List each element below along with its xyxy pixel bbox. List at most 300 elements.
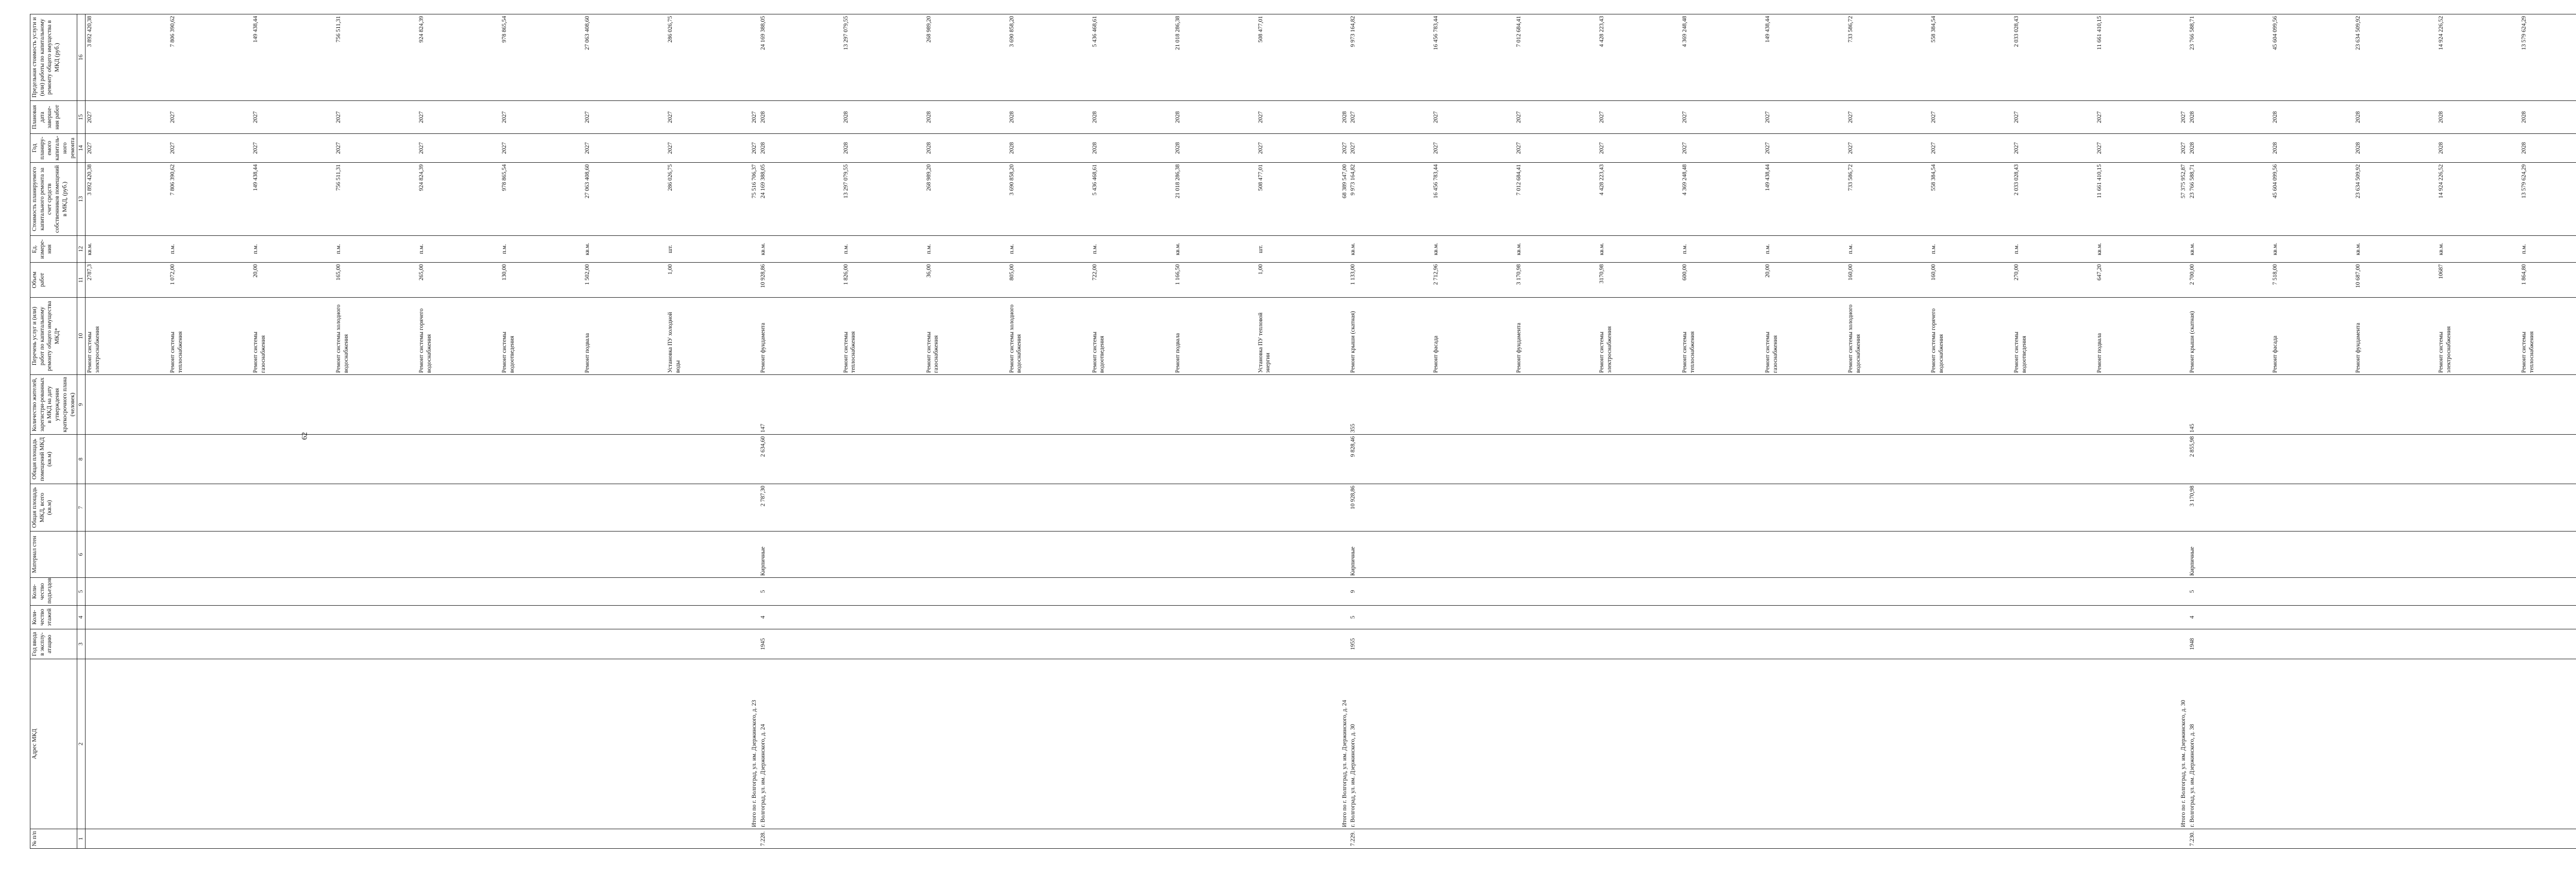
work-limit-cost: 13 579 624,29 (2521, 16, 2528, 50)
work-cost: 268 989,20 (925, 164, 932, 191)
work-cost-column (1349, 163, 2179, 236)
total-empty-cell (2179, 484, 2188, 532)
work-volume: 1 133,00 (1350, 264, 1357, 285)
wall-material-value: Кирпичные (759, 546, 766, 576)
column-number-3: 3 (77, 629, 86, 659)
total-empty-cell (1341, 606, 1349, 629)
work-unit: кв.м. (2272, 243, 2279, 255)
work-end-date: 2027 (501, 111, 508, 123)
work-unit-column (86, 236, 751, 263)
work-name: Ремонт крыши (скатная) (1350, 311, 1357, 373)
work-year: 2028 (1174, 142, 1181, 154)
row-number-value: 7.228. (759, 831, 766, 846)
work-limit-cost-column (759, 14, 1341, 101)
work-cost: 978 865,54 (501, 164, 508, 191)
row-number (759, 829, 1341, 849)
work-limit-cost-column (2188, 14, 2576, 101)
residents-count (1349, 375, 2179, 435)
work-year: 2027 (1765, 142, 1771, 154)
total-empty-cell (1341, 435, 1349, 484)
total-empty-cell (2179, 629, 2188, 659)
column-number-7: 7 (77, 484, 86, 532)
total-area-value: 2 787,30 (759, 486, 766, 507)
entrances-count-value: 5 (2189, 590, 2196, 593)
building-address (2188, 659, 2576, 829)
work-name: Ремонт системы водоотведения (1091, 332, 1106, 373)
work-cost: 558 384,54 (1930, 164, 1937, 191)
wall-material (1349, 532, 2179, 578)
total-empty-cell (2179, 606, 2188, 629)
row-number (1349, 829, 2179, 849)
work-limit-cost: 21 018 286,38 (1174, 16, 1181, 50)
work-end-date: 2027 (87, 111, 93, 123)
work-unit: п.м. (1008, 244, 1015, 254)
building-address-value: г. Волгоград, ул. им. Дзержинского, д. 38 (2189, 724, 2196, 827)
work-year: 2028 (2272, 142, 2279, 154)
total-empty-cell (1341, 375, 1349, 435)
total-year: 2027 (2179, 134, 2188, 163)
work-year: 2027 (252, 142, 259, 154)
work-limit-cost: 27 063 408,60 (584, 16, 591, 50)
total-empty-cell (750, 484, 759, 532)
work-year-column (759, 134, 1341, 163)
column-number-12: 12 (77, 236, 86, 263)
work-volume: 10 928,86 (759, 264, 766, 288)
total-empty-cell (750, 578, 759, 606)
total-empty-cell (2179, 298, 2188, 375)
column-header-9: Количество жителей, зарегистри-рованных в МКД на дату утверждения краткосрочного плана (человек) (30, 375, 77, 435)
building-row (759, 14, 1341, 849)
wall-material (86, 532, 751, 578)
work-name: Ремонт системы водоотведения (2013, 332, 2028, 373)
total-area (86, 484, 751, 532)
work-limit-cost: 733 586,72 (1848, 16, 1854, 43)
total-empty-cell (750, 236, 759, 263)
column-header-8: Общая площадь помещений МКД (кв.м) (30, 435, 77, 484)
total-end: 2027 (2179, 101, 2188, 134)
work-unit: кв.м. (1516, 243, 1522, 255)
total-empty-cell (1341, 298, 1349, 375)
column-number-16: 16 (77, 14, 86, 101)
work-name: Ремонт системы электроснабжения (1599, 326, 1613, 373)
residents-count-value: 145 (2189, 423, 2196, 433)
work-volume: 10687 (2438, 264, 2445, 279)
total-empty-cell (2179, 829, 2188, 849)
work-name: Ремонт фундамента (1516, 322, 1522, 373)
work-unit: кв.м. (2189, 243, 2196, 255)
work-year: 2027 (2096, 142, 2103, 154)
work-cost: 3 892 420,38 (87, 164, 93, 196)
total-area (759, 484, 1341, 532)
row-number (2188, 829, 2576, 849)
work-year: 2027 (1433, 142, 1439, 154)
work-end-date: 2027 (252, 111, 259, 123)
floors-count-value: 4 (2189, 615, 2196, 619)
total-empty-cell (1341, 14, 1349, 101)
work-volume-column (2188, 263, 2576, 298)
work-name: Ремонт системы газоснабжения (925, 332, 940, 373)
work-limit-cost-column (86, 14, 751, 101)
work-volume: 600,00 (1682, 264, 1688, 281)
work-limit-cost: 924 824,39 (418, 16, 425, 43)
work-cost: 16 456 783,44 (1433, 164, 1439, 199)
total-end: 2027 (750, 101, 759, 134)
total-year: 2027 (1341, 134, 1349, 163)
work-volume: 1,00 (667, 264, 674, 275)
work-name: Ремонт фундамента (759, 322, 766, 373)
column-header-3: Год ввода в эксплу-атацию (30, 629, 77, 659)
total-row (1341, 14, 1349, 849)
work-volume: 10 687,00 (2355, 264, 2362, 288)
work-unit: п.м. (842, 244, 849, 254)
work-unit: п.м. (1848, 244, 1854, 254)
work-year: 2027 (1599, 142, 1605, 154)
work-name: Ремонт системы горячего водоснабжения (418, 308, 432, 373)
work-year: 2028 (2438, 142, 2445, 154)
work-volume: 1,00 (1257, 264, 1264, 275)
work-year: 2027 (501, 142, 508, 154)
column-header-15: Плановая дата заверше-ния работ (30, 101, 77, 134)
work-end-date-column (2188, 101, 2576, 134)
work-limit-cost: 13 297 079,55 (842, 16, 849, 50)
total-empty-cell (750, 298, 759, 375)
work-cost-column (759, 163, 1341, 236)
total-label: Итого по г. Волгоград, ул. им. Дзержинского, д. 30 (2179, 659, 2188, 829)
work-unit: п.м. (925, 244, 932, 254)
entrances-count (759, 578, 1341, 606)
work-cost: 924 824,39 (418, 164, 425, 191)
total-empty-cell (750, 606, 759, 629)
total-empty-cell (1341, 578, 1349, 606)
work-year: 2028 (1091, 142, 1098, 154)
column-number-13: 13 (77, 163, 86, 236)
work-unit: кв.м. (1433, 243, 1439, 255)
work-unit: шт. (1257, 245, 1264, 253)
work-unit-column (1349, 236, 2179, 263)
work-unit: п.м. (418, 244, 425, 254)
work-year-column (1349, 134, 2179, 163)
work-cost: 7 012 684,41 (1516, 164, 1522, 196)
work-limit-cost: 2 033 028,43 (2013, 16, 2020, 47)
residents-count (759, 375, 1341, 435)
building-row (86, 14, 751, 849)
total-empty-cell (2179, 375, 2188, 435)
commission-year (86, 629, 751, 659)
work-cost-column (2188, 163, 2576, 236)
work-name: Ремонт системы газоснабжения (252, 332, 266, 373)
total-row (750, 14, 759, 849)
work-end-date: 2027 (1516, 111, 1522, 123)
works-list (759, 298, 1341, 375)
wall-material (759, 532, 1341, 578)
work-cost: 149 438,44 (1765, 164, 1771, 191)
work-name: Установка ПУ тепловой энергии (1257, 312, 1272, 373)
work-volume: 3170,98 (1599, 264, 1605, 284)
work-end-date: 2027 (1682, 111, 1688, 123)
work-limit-cost: 3 892 420,38 (87, 16, 93, 47)
premises-area-value: 9 828,46 (1350, 436, 1357, 457)
premises-area-value: 2 634,60 (759, 436, 766, 457)
floors-count (86, 606, 751, 629)
total-empty-cell (750, 829, 759, 849)
work-name: Ремонт системы холодного водоснабжения (335, 304, 349, 373)
total-area (2188, 484, 2576, 532)
work-name: Ремонт системы теплоснабжения (170, 331, 183, 373)
row-number-value: 7.230. (2189, 831, 2196, 846)
total-empty-cell (2179, 263, 2188, 298)
work-volume: 165,00 (335, 264, 342, 281)
column-number-9: 9 (77, 375, 86, 435)
work-cost: 23 766 588,71 (2189, 164, 2196, 199)
work-name: Установка ПУ холодной воды (667, 312, 681, 373)
floors-count-value: 4 (759, 615, 766, 619)
building-row (1349, 14, 2179, 849)
work-limit-cost: 11 661 410,15 (2096, 16, 2103, 50)
work-year: 2028 (2189, 142, 2196, 154)
work-cost: 45 604 099,56 (2272, 164, 2279, 199)
total-empty-cell (1341, 236, 1349, 263)
work-end-date: 2027 (1350, 111, 1357, 123)
total-empty-cell (750, 375, 759, 435)
work-cost: 7 806 390,62 (170, 164, 176, 196)
work-name: Ремонт системы электроснабжения (87, 326, 100, 373)
column-number-11: 11 (77, 263, 86, 298)
work-cost: 9 973 164,82 (1350, 164, 1357, 196)
work-limit-cost: 7 806 390,62 (170, 16, 176, 47)
entrances-count (86, 578, 751, 606)
work-unit: п.м. (1765, 244, 1771, 254)
work-name: Ремонт фундамента (2355, 322, 2362, 373)
work-unit: кв.м. (2096, 243, 2103, 255)
work-name: Ремонт системы водоотведения (501, 332, 515, 373)
work-name: Ремонт системы теплоснабжения (1682, 331, 1696, 373)
floors-count (2188, 606, 2576, 629)
work-volume: 2 712,96 (1433, 264, 1439, 285)
work-year: 2028 (759, 142, 766, 154)
work-cost: 149 438,44 (252, 164, 259, 191)
column-header-1: № п/п (30, 829, 77, 849)
work-limit-cost: 149 438,44 (1765, 16, 1771, 43)
work-year: 2027 (1350, 142, 1357, 154)
work-cost: 286 026,75 (667, 164, 674, 191)
total-empty-cell (2179, 236, 2188, 263)
repair-plan-sheet (30, 14, 2535, 849)
work-unit: кв.м. (1350, 243, 1357, 255)
work-volume-column (759, 263, 1341, 298)
work-end-date-column (1349, 101, 2179, 134)
premises-area (2188, 435, 2576, 484)
residents-count (86, 375, 751, 435)
work-volume: 7 518,00 (2272, 264, 2279, 285)
work-cost: 11 661 410,15 (2096, 164, 2103, 198)
total-area-value: 10 928,86 (1350, 486, 1357, 509)
premises-area-value: 2 855,98 (2189, 436, 2196, 457)
total-cost: 68 389 547,00 (1341, 163, 1349, 236)
work-year: 2027 (1257, 142, 1264, 154)
floors-count (759, 606, 1341, 629)
column-number-14: 14 (77, 134, 86, 163)
column-number-10: 10 (77, 298, 86, 375)
work-volume: 1 072,00 (170, 264, 176, 285)
building-row (2188, 14, 2576, 849)
total-empty-cell (750, 263, 759, 298)
total-empty-cell (1341, 263, 1349, 298)
total-empty-cell (2179, 578, 2188, 606)
entrances-count-value: 9 (1350, 590, 1357, 593)
work-year: 2027 (1516, 142, 1522, 154)
column-number-4: 4 (77, 606, 86, 629)
work-year-column (2188, 134, 2576, 163)
column-header-13: Стоимость планируемого капитального ремонта за счет средств собственников помещений в МКД, (руб.) (30, 163, 77, 236)
total-empty-cell (750, 435, 759, 484)
work-limit-cost: 24 169 388,05 (759, 16, 766, 50)
work-cost: 4 369 248,48 (1682, 164, 1688, 196)
work-end-date: 2027 (2013, 111, 2020, 123)
works-list (2188, 298, 2576, 375)
work-name: Ремонт фасада (2272, 335, 2279, 373)
work-volume: 130,00 (501, 264, 508, 281)
total-row (2179, 14, 2188, 849)
total-empty-cell (2179, 532, 2188, 578)
wall-material-value: Кирпичные (2189, 546, 2196, 576)
work-unit-column (2188, 236, 2576, 263)
work-end-date: 2027 (335, 111, 342, 123)
floors-count (1349, 606, 2179, 629)
work-volume: 2 700,00 (2189, 264, 2196, 285)
work-volume: 265,00 (418, 264, 425, 281)
premises-area (1349, 435, 2179, 484)
work-unit: п.м. (252, 244, 259, 254)
work-volume: 647,20 (2096, 264, 2103, 281)
entrances-count (2188, 578, 2576, 606)
total-empty-cell (750, 629, 759, 659)
commission-year-value: 1955 (1350, 638, 1357, 650)
work-unit: п.м. (1091, 244, 1098, 254)
total-year: 2027 (750, 134, 759, 163)
work-end-date-column (759, 101, 1341, 134)
work-end-date: 2027 (418, 111, 425, 123)
work-end-date: 2028 (2272, 111, 2279, 123)
column-header-12: Ед. измере-ния (30, 236, 77, 263)
column-number-8: 8 (77, 435, 86, 484)
column-header-5: Коли-чество подъездов (30, 578, 77, 606)
work-volume: 1 826,00 (842, 264, 849, 285)
total-label: Итого по г. Волгоград, ул. им. Дзержинского, д. 23 (750, 659, 759, 829)
work-name: Ремонт системы газоснабжения (1765, 332, 1779, 373)
header-row (30, 14, 77, 849)
total-area-value: 3 170,98 (2189, 486, 2196, 507)
work-end-date: 2027 (170, 111, 176, 123)
work-end-date: 2028 (1008, 111, 1015, 123)
column-header-10: Перечень услуг и (или) работ по капитальному ремонту общего имущества МКД* (30, 298, 77, 375)
total-empty-cell (2179, 435, 2188, 484)
column-header-2: Адрес МКД (30, 659, 77, 829)
work-end-date: 2027 (584, 111, 591, 123)
work-unit: кв.м. (1599, 243, 1605, 255)
work-end-date: 2027 (1433, 111, 1439, 123)
work-year: 2027 (1848, 142, 1854, 154)
work-end-date: 2028 (842, 111, 849, 123)
total-empty-cell (750, 532, 759, 578)
work-unit: п.м. (501, 244, 508, 254)
work-unit: кв.м. (87, 243, 93, 255)
work-unit: кв.м. (759, 243, 766, 255)
work-year-column (86, 134, 751, 163)
work-limit-cost: 14 924 226,52 (2438, 16, 2445, 50)
commission-year-value: 1948 (2189, 638, 2196, 650)
work-year: 2027 (2013, 142, 2020, 154)
work-limit-cost: 23 634 509,92 (2355, 16, 2362, 50)
work-limit-cost: 3 690 858,20 (1008, 16, 1015, 47)
work-end-date: 2028 (759, 111, 766, 123)
building-address-value: г. Волгоград, ул. им. Дзержинского, д. 24 (759, 724, 766, 827)
work-year: 2027 (170, 142, 176, 154)
work-end-date: 2028 (2521, 111, 2528, 123)
work-limit-cost: 5 436 468,61 (1091, 16, 1098, 47)
work-year: 2027 (584, 142, 591, 154)
column-number-5: 5 (77, 578, 86, 606)
work-limit-cost: 45 604 099,56 (2272, 16, 2279, 50)
column-number-15: 15 (77, 101, 86, 134)
column-number-6: 6 (77, 532, 86, 578)
work-name: Ремонт системы холодного водоснабжения (1008, 304, 1023, 373)
work-end-date: 2027 (1599, 111, 1605, 123)
work-volume: 20,00 (252, 264, 259, 278)
entrances-count (1349, 578, 2179, 606)
work-volume: 2787,3 (87, 264, 93, 281)
work-name: Ремонт системы горячего водоснабжения (1930, 308, 1945, 373)
work-volume: 1 864,80 (2521, 264, 2528, 285)
work-unit: кв.м. (2438, 243, 2445, 255)
work-unit: п.м. (2013, 244, 2020, 254)
work-unit: п.м. (335, 244, 342, 254)
column-header-14: Год планиру-емого капиталь-ного ремонта (30, 134, 77, 163)
column-number-row (77, 14, 86, 849)
work-limit-cost: 286 026,75 (667, 16, 674, 43)
work-unit: п.м. (170, 244, 176, 254)
work-end-date: 2027 (1765, 111, 1771, 123)
total-area (1349, 484, 2179, 532)
work-limit-cost: 756 511,31 (335, 16, 342, 43)
wall-material-value: Кирпичные (1350, 546, 1357, 576)
work-end-date: 2028 (2438, 111, 2445, 123)
work-name: Ремонт системы теплоснабжения (2521, 331, 2535, 373)
work-volume: 722,00 (1091, 264, 1098, 281)
work-volume: 270,00 (2013, 264, 2020, 281)
work-year: 2027 (667, 142, 674, 154)
work-unit: кв.м. (2355, 243, 2362, 255)
floors-count-value: 5 (1350, 615, 1357, 619)
work-end-date: 2027 (1257, 111, 1264, 123)
total-empty-cell (1341, 484, 1349, 532)
work-volume: 160,00 (1848, 264, 1854, 281)
building-address (1349, 659, 2179, 829)
work-name: Ремонт подвала (584, 333, 591, 373)
work-limit-cost: 508 477,01 (1257, 16, 1264, 43)
work-unit: кв.м. (1174, 243, 1181, 255)
page-number: 62 (300, 432, 309, 440)
work-name: Ремонт подвала (2096, 333, 2103, 373)
work-limit-cost: 268 989,20 (925, 16, 932, 43)
work-year: 2027 (87, 142, 93, 154)
work-year: 2028 (2521, 142, 2528, 154)
work-volume-column (86, 263, 751, 298)
work-cost: 14 924 226,52 (2438, 164, 2445, 199)
work-volume-column (1349, 263, 2179, 298)
wall-material (2188, 532, 2576, 578)
column-header-11: Объем работ (30, 263, 77, 298)
works-list (86, 298, 751, 375)
